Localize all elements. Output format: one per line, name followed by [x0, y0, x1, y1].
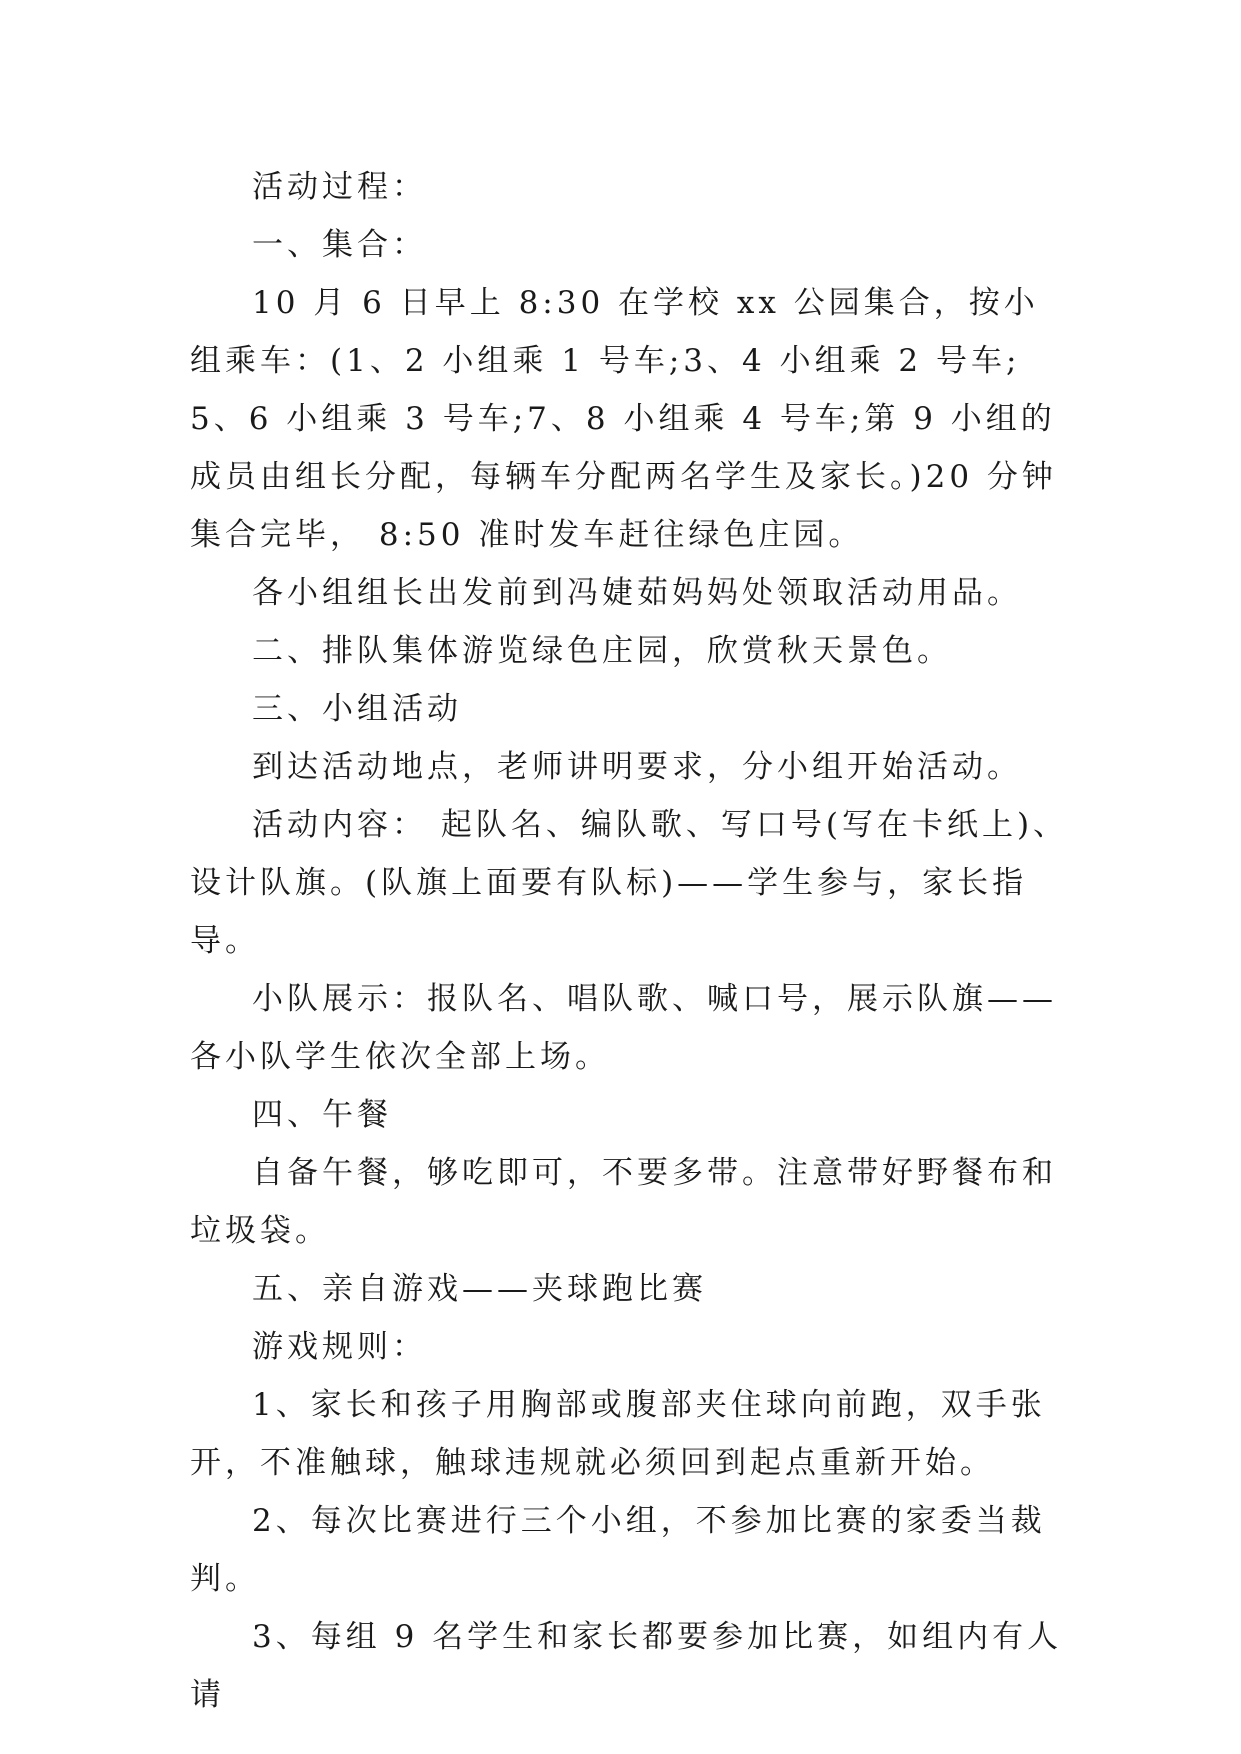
paragraph-rule-2: 2、每次比赛进行三个小组，不参加比赛的家委当裁判。 [190, 1503, 1046, 1597]
paragraph-activity-content: 活动内容： 起队名、编队歌、写口号(写在卡纸上)、设计队旗。(队旗上面要有队标)——学生参与，家长指导。 [190, 807, 1069, 959]
paragraph-team-display: 小队展示：报队名、唱队歌、喊口号，展示队旗——各小队学生依次全部上场。 [190, 981, 1057, 1075]
section-heading-game: 五、亲自游戏——夹球跑比赛 [252, 1271, 707, 1307]
paragraph-arrival: 到达活动地点，老师讲明要求，分小组开始活动。 [252, 749, 1022, 785]
section-heading-activity-process: 活动过程： [252, 169, 427, 205]
section-heading-game-rules: 游戏规则： [252, 1329, 427, 1365]
paragraph-lunch: 自备午餐，够吃即可，不要多带。注意带好野餐布和垃圾袋。 [190, 1155, 1057, 1249]
section-heading-lunch: 四、午餐 [252, 1097, 392, 1133]
section-heading-group-activity: 三、小组活动 [252, 691, 462, 727]
section-heading-assembly: 一、集合： [252, 227, 427, 263]
paragraph-rule-3: 3、每组 9 名学生和家长都要参加比赛，如组内有人请 [190, 1619, 1063, 1713]
section-heading-tour: 二、排队集体游览绿色庄园，欣赏秋天景色。 [252, 633, 952, 669]
document-body [190, 158, 1070, 1724]
paragraph-supplies: 各小组组长出发前到冯婕茹妈妈处领取活动用品。 [252, 575, 1022, 611]
paragraph-rule-1: 1、家长和孩子用胸部或腹部夹住球向前跑，双手张开，不准触球，触球违规就必须回到起点重新开始。 [190, 1387, 1046, 1481]
paragraph-assembly-details: 10 月 6 日早上 8:30 在学校 xx 公园集合，按小组乘车：(1、2 小组乘 1 号车;3、4 小组乘 2 号车;5、6 小组乘 3 号车;7、8 小组乘 4 号车;第 9 小组的成员由组长分配，每辆车分配两名学生及家长。)20 分钟集合完毕， 8:50 准时发车赶往绿色庄园。 [190, 285, 1057, 553]
